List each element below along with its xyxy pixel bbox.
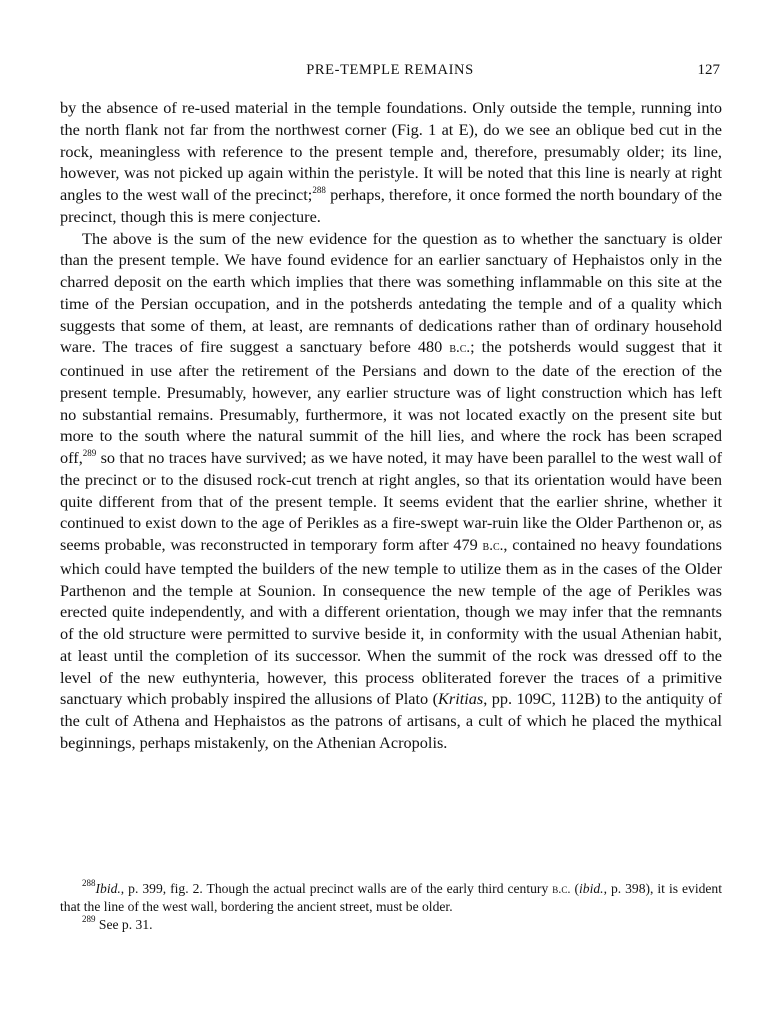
footnote-text: ( xyxy=(570,881,580,896)
page-number: 127 xyxy=(697,62,720,78)
era-abbrev: b.c. xyxy=(482,538,504,554)
paragraph-1 xyxy=(60,97,722,228)
paragraph-2-text-d: , contained no heavy foundations which could have tempted the builders of the new temple to utilize them as in the cases of the Older Parthenon and the temple at Sounion. In consequence the new temple of the age of Perikles was erected quite independently, and with a different orientation, though we may infer that the remnants of the old structure were permitted to survive beside it, in conformity with the usual Athenian habit, at least until the completion of its successor. When the summit of the rock was dressed off to the level of the new euthynteria, however, this process obliterated forever the traces of a primitive sanctuary which probably inspired the allusions of Plato ( xyxy=(60,535,722,709)
running-title: PRE-TEMPLE REMAINS xyxy=(306,62,474,78)
paragraph-2-text-c: so that no traces have survived; as we have noted, it may have been parallel to the west wall of the precinct or to the disused rock-cut trench at right angles, so that its orientation would have been quite different from that of the present temple. It seems evident that the earlier shrine, whether it continued to exist down to the age of Perikles as a fire-swept war-ruin like the Older Parthenon or, as seems probable, was reconstructed in temporary form after 479 xyxy=(60,448,722,554)
paragraph-2-text-e: , pp. 109C, 112B) to the antiquity of the cult of Athena and Hephaistos as the patrons of artisans, a cult of which he placed the mythical beginnings, perhaps mistakenly, on the Athenian Acropolis. xyxy=(60,689,722,752)
main-text xyxy=(60,97,722,754)
footnote-text: See p. 31. xyxy=(95,917,153,932)
era-abbrev: b.c. xyxy=(552,882,571,896)
footnote-text: , p. 399, fig. 2. Though the actual precinct walls are of the early third century xyxy=(120,881,553,896)
footnote-ibid: Ibid. xyxy=(95,881,121,896)
era-abbrev: b.c. xyxy=(449,340,471,357)
footnote-number: 288 xyxy=(82,878,96,888)
paragraph-2-text-a: The above is the sum of the new evidence for the question as to whether the sanctuary is older than the present temple. We have found evidence for an earlier sanctuary of Hephaistos only in the charred deposit on the earth which implies that there was something inflammable on this site at the time of the Persian occupation, and in the potsherds antedating the temple and of a quality which suggests that some of them, at least, are remnants of dedications rather than of ordinary household ware. The traces of fire suggest a sanctuary before 480 xyxy=(60,228,722,357)
footnote-ref-288: 288 xyxy=(312,185,326,195)
footnote-number: 289 xyxy=(82,914,96,924)
paragraph-2-text-b: ; the potsherds would suggest that it continued in use after the retirement of the Persians and down to the date of the erection of the present temple. Presumably, however, any earlier structure was of light construction which has left no substantial remains. Presumably, furthermore, it was not located exactly on the present site but more to the south where the natural summit of the hill lies, and where the rock has been scraped off, xyxy=(60,337,722,467)
work-title-kritias: Kritias xyxy=(438,689,484,709)
footnotes xyxy=(60,880,722,934)
footnote-ref-289: 289 xyxy=(82,448,97,458)
paragraph-1-text-b: perhaps, therefore, it once formed the north boundary of the precinct, though this is mere conjecture. xyxy=(60,185,723,226)
paragraph-2 xyxy=(60,228,722,754)
footnote-ibid: ibid. xyxy=(579,881,604,896)
running-head xyxy=(60,62,720,86)
paragraph-1-text-a: by the absence of re-used material in the temple foundations. Only outside the temple, running into the north flank not far from the northwest corner (Fig. 1 at E), do we see an oblique bed cut in the rock, meaningless with reference to the present temple and, therefore, presumably older; its line, however, was not picked up again within the peristyle. It will be noted that this line is nearly at right angles to the west wall of the precinct; xyxy=(60,98,722,204)
footnote-288 xyxy=(60,880,722,916)
footnote-text: , p. 398), it is evident that the line of the west wall, bordering the ancient street, must be older. xyxy=(60,881,722,914)
footnote-289 xyxy=(60,916,722,934)
